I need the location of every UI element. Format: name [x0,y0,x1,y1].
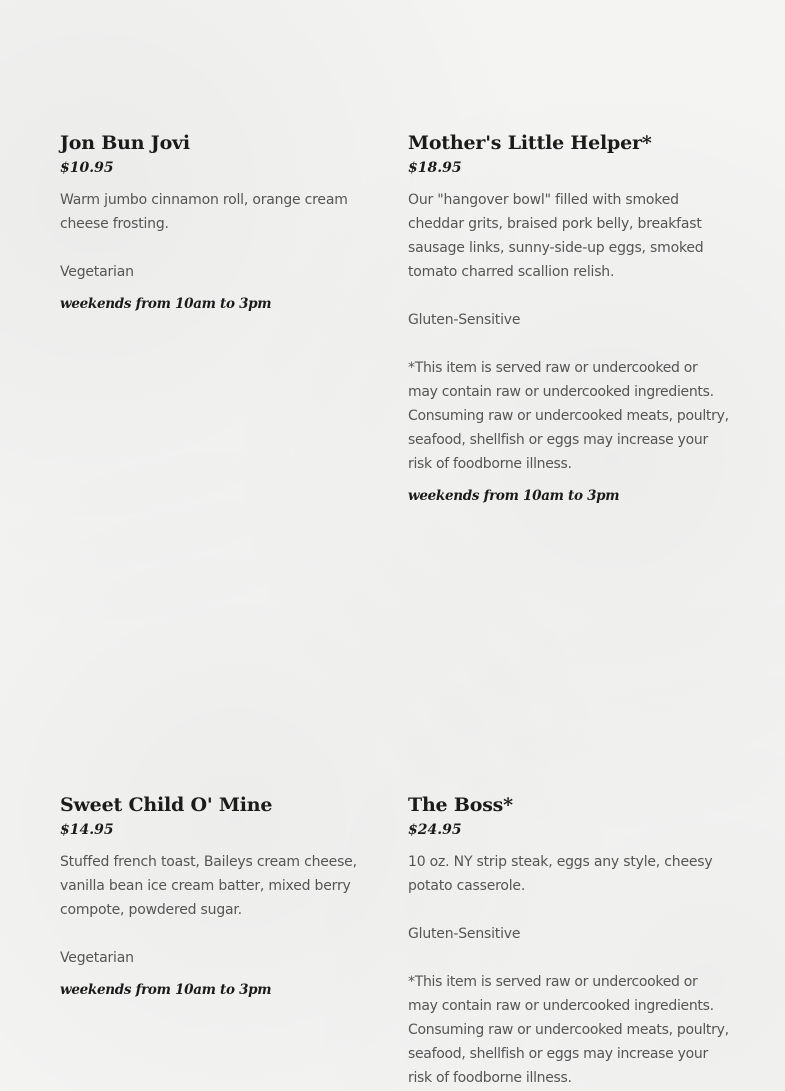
item-raw-food-notice: *This item is served raw or undercooked or may contain raw or undercooked ingredients. Consuming raw or undercooked meats, poultry, seafood, shellfish or eggs may increase your risk of foodborne illness. [408,360,729,472]
item-hours: weekends from 10am to 3pm [60,296,272,312]
item-hours: weekends from 10am to 3pm [408,488,620,504]
item-dietary-tag: Gluten-Sensitive [408,312,521,328]
menu-item-the-boss [408,793,730,1090]
item-hours: weekends from 10am to 3pm [60,982,272,998]
item-price: $24.95 [408,822,462,838]
item-title: Jon Bun Jovi [60,132,190,154]
item-title: Mother's Little Helper* [408,132,652,154]
item-title: The Boss* [408,794,513,816]
item-price: $14.95 [60,822,114,838]
item-description: Warm jumbo cinnamon roll, orange cream cheese frosting. [60,192,348,232]
item-price: $18.95 [408,160,462,176]
menu-item-mothers-little-helper [408,131,730,505]
item-dietary-tag: Gluten-Sensitive [408,926,521,942]
item-dietary-tag: Vegetarian [60,950,134,966]
menu-item-sweet-child-o-mine [60,793,360,999]
item-description: Stuffed french toast, Baileys cream cheese, vanilla bean ice cream batter, mixed berry compote, powdered sugar. [60,854,357,918]
item-description: 10 oz. NY strip steak, eggs any style, cheesy potato casserole. [408,854,713,894]
item-description: Our "hangover bowl" filled with smoked cheddar grits, braised pork belly, breakfast sausage links, sunny-side-up eggs, smoked tomato charred scallion relish. [408,192,704,280]
item-dietary-tag: Vegetarian [60,264,134,280]
item-title: Sweet Child O' Mine [60,794,273,816]
item-raw-food-notice: *This item is served raw or undercooked or may contain raw or undercooked ingredients. Consuming raw or undercooked meats, poultry, seafood, shellfish or eggs may increase your risk of foodborne illness. [408,974,729,1086]
item-price: $10.95 [60,160,114,176]
menu-item-jon-bun-jovi [60,131,360,313]
